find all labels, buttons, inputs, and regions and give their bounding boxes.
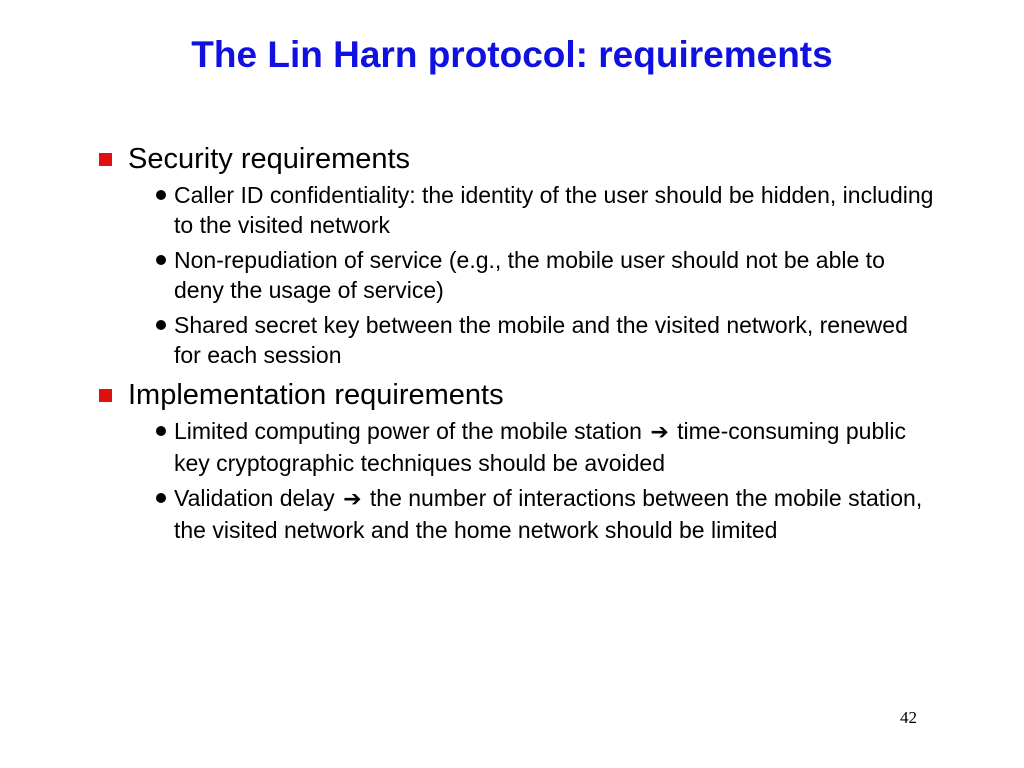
square-bullet-icon [99,389,112,402]
list-item-text-before: Limited computing power of the mobile station [174,418,642,444]
list-item-text: Caller ID confidentiality: the identity of the user should be hidden, including to the visited network [174,182,934,238]
list-item [174,245,936,305]
square-bullet-icon [99,153,112,166]
slide-title: The Lin Harn protocol: requirements [191,34,833,75]
list-item-text-after: the number of interactions between the mobile station, the visited network and the home network should be limited [174,485,923,543]
list-item-text-after: time-consuming public key cryptographic techniques should be avoided [174,418,906,476]
list-item-text-before: Validation delay [174,485,335,511]
round-bullet-icon [156,426,166,436]
list-item [174,310,936,370]
list-item-text: Shared secret key between the mobile and the visited network, renewed for each session [174,312,908,368]
round-bullet-icon [156,255,166,265]
list-item-text: Non-repudiation of service (e.g., the mobile user should not be able to deny the usage of service) [174,247,885,303]
round-bullet-icon [156,190,166,200]
round-bullet-icon [156,320,166,330]
right-arrow-icon: ➔ [650,420,669,445]
round-bullet-icon [156,493,166,503]
list-item [174,180,936,240]
page-number: 42 [900,708,917,727]
section-heading-implementation [96,378,936,412]
section-heading-label: Security requirements [128,143,411,175]
list-item [174,483,936,545]
list-item [174,416,936,478]
section-heading-label: Implementation requirements [128,379,504,411]
slide-content [96,142,936,545]
right-arrow-icon: ➔ [343,487,362,512]
section-heading-security [96,142,936,176]
